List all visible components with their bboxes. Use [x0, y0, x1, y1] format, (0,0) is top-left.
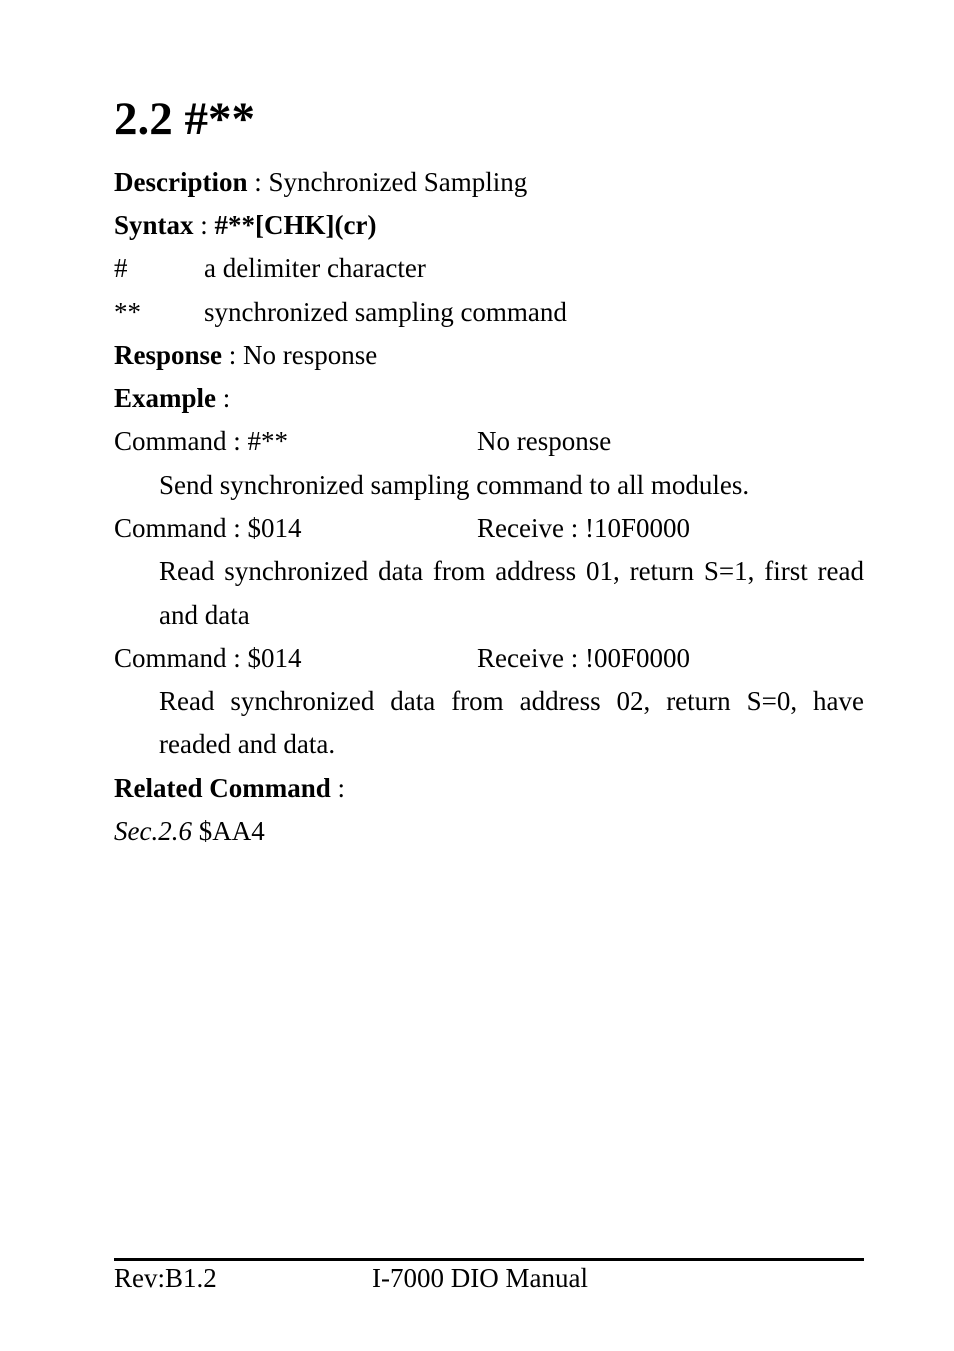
related-cmd: $AA4	[191, 816, 265, 846]
example-label: Example	[114, 383, 217, 413]
example-result: Receive : !10F0000	[477, 513, 690, 543]
param-text: a delimiter character	[204, 253, 426, 283]
description-value: Synchronized Sampling	[268, 167, 528, 197]
param-symbol: #	[114, 253, 128, 283]
example-command-row	[114, 425, 611, 457]
footer-title: I-7000 DIO Manual	[372, 1263, 588, 1293]
example-note: and data	[159, 600, 250, 630]
related-sec-link: Sec.2.6	[114, 816, 192, 846]
description-line: Description : Synchronized Sampling	[114, 167, 528, 197]
example-command-row	[114, 642, 690, 674]
example-result: No response	[477, 426, 612, 456]
related-ref	[114, 815, 265, 847]
description-label: Description	[114, 167, 248, 197]
response-line: Response : No response	[114, 340, 378, 370]
example-command: Command : $014	[114, 643, 302, 673]
section-heading: 2.2 #**	[114, 93, 255, 145]
param-symbol: **	[114, 297, 141, 327]
example-command-row	[114, 512, 690, 544]
response-value: No response	[243, 340, 378, 370]
related-label: Related Command	[114, 773, 331, 803]
syntax-label: Syntax	[114, 210, 194, 240]
param-row	[114, 252, 426, 284]
page-footer	[114, 1262, 588, 1294]
example-note: readed and data.	[159, 729, 336, 759]
syntax-value: #**[CHK](cr)	[214, 210, 377, 240]
example-note: Read synchronized data from address 01, return S=1, first read	[159, 556, 864, 586]
param-text: synchronized sampling command	[204, 297, 567, 327]
footer-rule	[114, 1258, 864, 1261]
param-row	[114, 296, 567, 328]
example-command: Command : $014	[114, 513, 302, 543]
example-note: Read synchronized data from address 02, return S=0, have	[159, 686, 864, 716]
example-note: Send synchronized sampling command to all modules.	[159, 470, 750, 500]
response-label: Response	[114, 340, 223, 370]
example-result: Receive : !00F0000	[477, 643, 690, 673]
syntax-line: Syntax : #**[CHK](cr)	[114, 210, 377, 240]
related-line: Related Command :	[114, 773, 346, 803]
footer-revision: Rev:B1.2	[114, 1263, 217, 1293]
example-command: Command : #**	[114, 426, 288, 456]
example-line: Example :	[114, 383, 231, 413]
manual-page	[114, 0, 864, 1351]
